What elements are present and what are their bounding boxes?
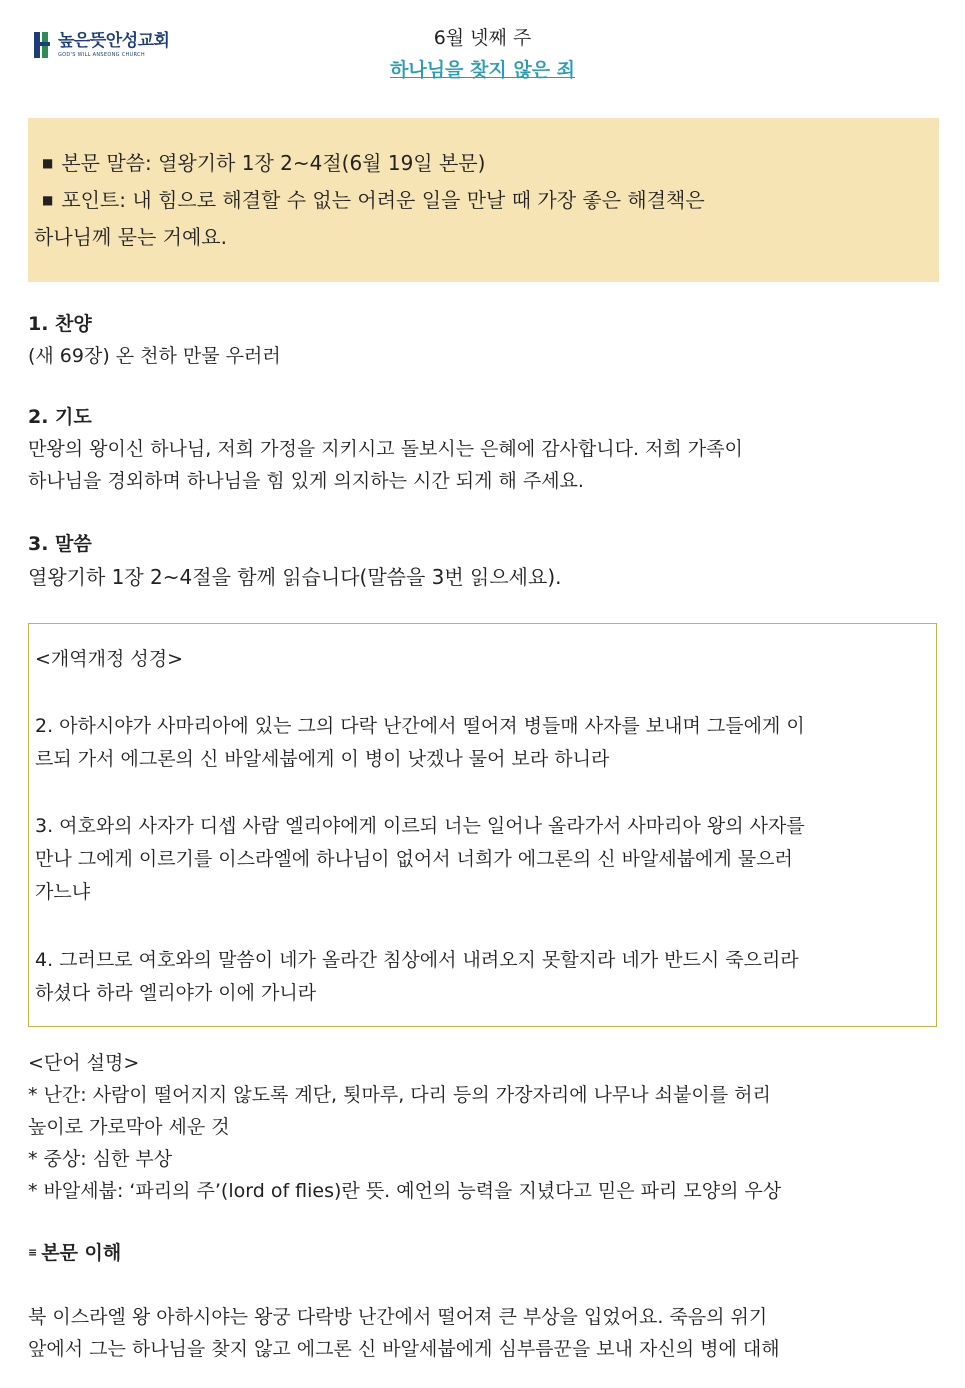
summary-text-line: ■ 본문 말씀: 열왕기하 1장 2~4절(6월 19일 본문)	[42, 151, 486, 175]
church-name: 높은뜻안성교회	[58, 31, 170, 51]
week-label: 6월 넷째 주	[433, 27, 532, 49]
verse-3-line: 가느냐	[35, 881, 91, 903]
prayer-line: 만왕의 왕이신 하나님, 저희 가정을 지키시고 돌보시는 은혜에 감사합니다. 저희 가족이	[28, 438, 743, 460]
prayer-line: 하나님을 경외하며 하나님을 힘 있게 의지하는 시간 되게 해 주세요.	[28, 470, 584, 492]
verse-4-line: 4. 그러므로 여호와의 말씀이 네가 올라간 침상에서 내려오지 못할지라 네가 반드시 죽으리라	[35, 949, 799, 971]
praise-body: (새 69장) 온 천하 만물 우러러	[28, 345, 281, 367]
understanding-line: 북 이스라엘 왕 아하시야는 왕궁 다락방 난간에서 떨어져 큰 부상을 입었어요. 죽음의 위기	[28, 1306, 768, 1328]
verse-4-line: 하셨다 하라 엘리야가 이에 가니라	[35, 982, 317, 1004]
summary-point-line: ■ 포인트: 내 힘으로 해결할 수 없는 어려운 일을 만날 때 가장 좋은 해결책은	[42, 188, 705, 212]
square-bullet-icon: ■	[42, 156, 54, 170]
page-title: 하나님을 찾지 않은 죄	[389, 59, 576, 81]
verse-3-line: 3. 여호와의 사자가 디셉 사람 엘리야에게 이르되 너는 일어나 올라가서 사마리아 왕의 사자를	[35, 815, 805, 837]
glossary-item-cont: 높이로 가로막아 세운 것	[28, 1116, 230, 1138]
glossary-item: * 난간: 사람이 떨어지지 않도록 계단, 툇마루, 다리 등의 가장자리에 나무나 쇠붙이를 허리	[28, 1084, 771, 1106]
summary-point-line-cont: 하나님께 묻는 거예요.	[34, 225, 227, 249]
scripture-version: <개역개정 성경>	[35, 648, 184, 670]
verse-2-line: 2. 아하시야가 사마리아에 있는 그의 다락 난간에서 떨어져 병들매 사자를 보내며 그들에게 이	[35, 715, 805, 737]
verse-2-line: 르되 가서 에그론의 신 바알세붑에게 이 병이 낫겠나 물어 보라 하니라	[35, 748, 610, 770]
list-bullet-icon: ≡	[28, 1246, 38, 1259]
praise-heading: 1. 찬양	[28, 313, 92, 335]
summary-box	[28, 118, 939, 282]
understanding-heading: ≡ 본문 이해	[28, 1242, 122, 1264]
square-bullet-icon: ■	[42, 193, 54, 207]
church-name-english: GOD'S WILL ANSEONG CHURCH	[58, 52, 145, 58]
glossary-item: * 바알세붑: ‘파리의 주’(lord of flies)란 뜻. 예언의 능력을 지녔다고 믿은 파리 모양의 우상	[28, 1180, 782, 1202]
word-body: 열왕기하 1장 2~4절을 함께 읽습니다(말씀을 3번 읽으세요).	[28, 565, 562, 589]
understanding-line: 앞에서 그는 하나님을 찾지 않고 에그론 신 바알세붑에게 심부름꾼을 보내 자신의 병에 대해	[28, 1338, 780, 1360]
glossary-item: * 중상: 심한 부상	[28, 1148, 173, 1170]
prayer-heading: 2. 기도	[28, 406, 92, 428]
scripture-box	[28, 623, 937, 1027]
word-heading: 3. 말씀	[28, 533, 92, 555]
verse-3-line: 만나 그에게 이르기를 이스라엘에 하나님이 없어서 너희가 에그론의 신 바알세붑에게 물으러	[35, 848, 793, 870]
glossary-heading: <단어 설명>	[28, 1052, 140, 1074]
